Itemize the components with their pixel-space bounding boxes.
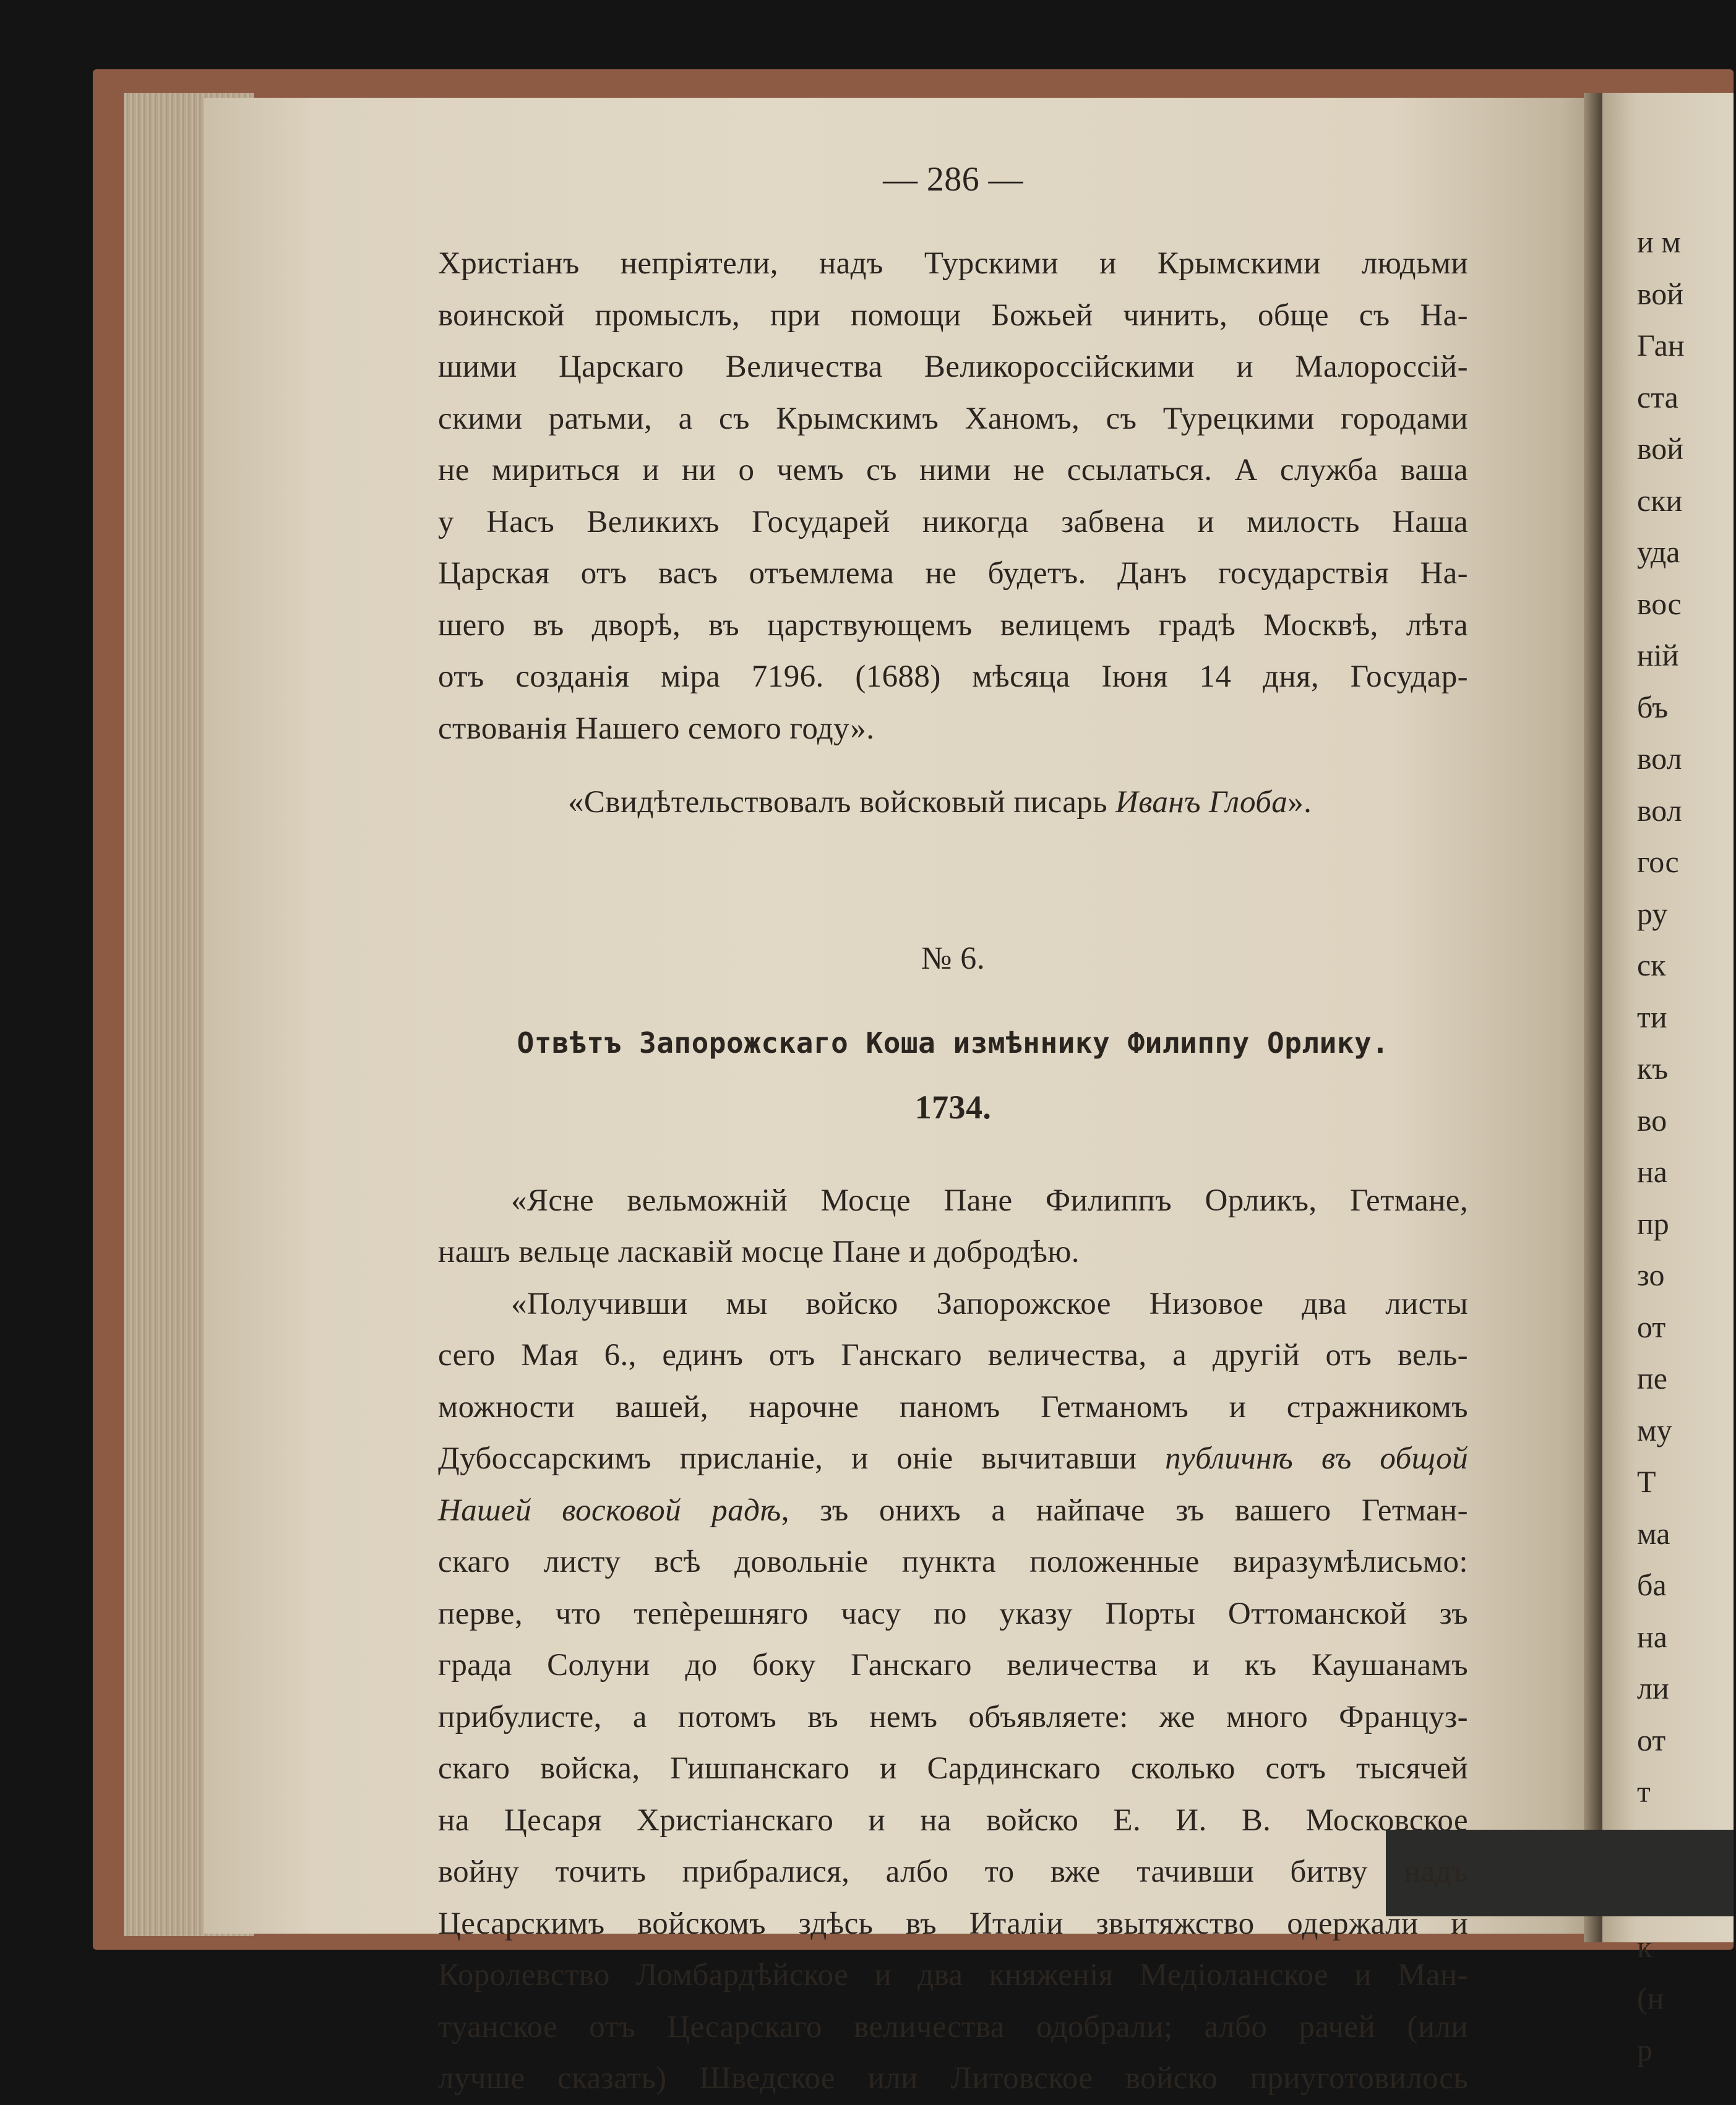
- right-page-fragment: (н: [1637, 1981, 1664, 2015]
- text-line: шего въ дворѣ, въ царствующемъ велицемъ градѣ Москвѣ, лѣта: [438, 607, 1468, 643]
- right-page-fragment: и м: [1637, 225, 1681, 259]
- right-page-text: [1637, 217, 1736, 2076]
- page-number: — 286 —: [883, 160, 1023, 199]
- text-span: Дубоссарскимъ присланіе, и оніе вычитавши: [438, 1441, 1166, 1476]
- text-line: у Насъ Великихъ Государей никогда забвена и милость Наша: [438, 504, 1468, 539]
- document-number: № 6.: [921, 940, 986, 976]
- text-line: шими Царскаго Величества Великороссійскими и Малороссій-: [438, 349, 1468, 384]
- right-page-fragment: ба: [1637, 1567, 1667, 1602]
- right-page-fragment: на: [1637, 1619, 1667, 1654]
- right-page-fragment: пе: [1637, 1361, 1667, 1395]
- right-page-fragment: Т: [1637, 1464, 1656, 1499]
- text-line: Христіанъ непріятели, надъ Турскими и Крымскими людьми: [438, 246, 1468, 281]
- text-line: скаго листу всѣ довольніе пункта положенные виразумѣлисьмо:: [438, 1545, 1468, 1579]
- text-line: можности вашей, нарочне паномъ Гетманомъ и стражникомъ: [438, 1389, 1468, 1425]
- right-page-fragment: вол: [1637, 741, 1682, 776]
- right-page-fragment: гос: [1637, 844, 1679, 879]
- page-text: [438, 155, 1468, 2105]
- right-page-fragment: пр: [1637, 1206, 1669, 1241]
- right-page-fragment: ски: [1637, 482, 1683, 518]
- text-span: , зъ онихъ а найпаче зъ вашего Гетман-: [781, 1493, 1468, 1528]
- witness-name: Иванъ Глоба: [1115, 785, 1288, 820]
- right-page-fragment: вой: [1637, 431, 1684, 466]
- text-line: войну точить прибралися, албо то вже тачивши битву надъ: [438, 1854, 1468, 1889]
- witness-line: [438, 777, 1468, 829]
- right-page-fragment: вой: [1637, 276, 1684, 311]
- right-page-fragment: к: [1637, 1929, 1652, 1964]
- text-line: скаго войска, Гишпанскаго и Сардинскаго сколько сотъ тысячей: [438, 1751, 1468, 1786]
- text-line: нашъ вельце ласкавій мосце Пане и добродѣю.: [438, 1235, 1080, 1269]
- italic-span: Нашей восковой радѣ: [438, 1493, 781, 1528]
- right-page-fragment: ск: [1637, 948, 1666, 982]
- right-page-fragment: во: [1637, 1102, 1667, 1138]
- text-line: скими ратьми, а съ Крымскимъ Ханомъ, съ Турецкими городами: [438, 401, 1468, 436]
- right-page-fragment: ти: [1637, 999, 1667, 1034]
- right-page-fragment: ру: [1637, 896, 1668, 931]
- text-line: на Цесаря Христіанскаго и на войско Е. И. В. Московское: [438, 1803, 1468, 1838]
- text-line: Царская отъ васъ отъемлема не будетъ. Данъ государствія На-: [438, 556, 1468, 591]
- text-line: «Ясне вельможній Мосце Пане Филиппъ Орликъ, Гетмане,: [511, 1183, 1468, 1218]
- right-page-fragment: зо: [1637, 1258, 1665, 1292]
- witness-suffix: ».: [1287, 785, 1312, 820]
- text-line: «Получивши мы войско Запорожское Низовое два листы: [511, 1286, 1468, 1321]
- text-line: града Солуни до боку Ганскаго величества и къ Каушанамъ: [438, 1648, 1468, 1683]
- text-line: туанское отъ Цесарскаго величества одобрали; албо рачей (или: [438, 2009, 1468, 2044]
- right-page-fragment: от: [1637, 1309, 1666, 1344]
- text-line: лучше сказать) Шведское или Литовское войско приуготовилось: [438, 2061, 1468, 2096]
- right-page-fragment: ли: [1637, 1671, 1669, 1705]
- italic-span: публичнѣ въ общой: [1165, 1441, 1468, 1476]
- text-line: прибулисте, а потомъ въ немъ объявляете: же много Француз-: [438, 1699, 1468, 1734]
- text-line: Королевство Ломбардѣйское и два княженія Медіоланское и Ман-: [438, 1958, 1468, 1992]
- letter-salutation: [438, 1175, 1468, 1279]
- right-page-fragment: вол: [1637, 792, 1682, 828]
- letter-body: [438, 1279, 1468, 2105]
- document-year: 1734.: [914, 1088, 992, 1126]
- right-page-fragment: ста: [1637, 379, 1678, 414]
- right-page-fragment: от: [1637, 1722, 1666, 1757]
- right-page-fragment: т: [1637, 1774, 1651, 1809]
- text-line: воинской промыслъ, при помощи Божьей чинить, обще съ На-: [438, 298, 1468, 333]
- text-line: перве, что тепѐрешняго часу по указу Порты Оттоманской зъ: [438, 1596, 1468, 1631]
- right-page-fragment: ній: [1637, 638, 1679, 672]
- right-page-fragment: ма: [1637, 1516, 1670, 1551]
- text-line: [438, 1433, 1468, 1485]
- right-page-fragment: къ: [1637, 1051, 1669, 1086]
- right-page-fragment: му: [1637, 1412, 1672, 1447]
- text-line: ствованія Нашего семого году».: [438, 711, 875, 746]
- right-page-fragment: вос: [1637, 586, 1682, 621]
- right-page-fragment: уда: [1637, 534, 1680, 569]
- witness-prefix: «Свидѣтельствовалъ войсковый писарь: [568, 785, 1116, 820]
- right-page-fragment: р: [1637, 2032, 1652, 2067]
- paragraph-charter-end: [438, 238, 1468, 755]
- text-line: [438, 1485, 1468, 1537]
- text-line: Цесарскимъ войскомъ здѣсь въ Италіи звытяжство одержали и: [438, 1906, 1468, 1941]
- text-line: сего Мая 6., единъ отъ Ганскаго величества, а другій отъ вель-: [438, 1338, 1468, 1373]
- text-line: не мириться и ни о чемъ съ ними не ссылаться. А служба ваша: [438, 453, 1468, 487]
- right-page-fragment: бъ: [1637, 689, 1669, 724]
- right-page-fragment: на: [1637, 1154, 1667, 1189]
- text-line: отъ созданія міра 7196. (1688) мѣсяца Іюня 14 дня, Государ-: [438, 659, 1468, 694]
- right-page-fragment: Ган: [1637, 328, 1685, 362]
- document-title: Отвѣтъ Запорожскаго Коша измѣннику Филиппу Орлику.: [517, 1026, 1390, 1060]
